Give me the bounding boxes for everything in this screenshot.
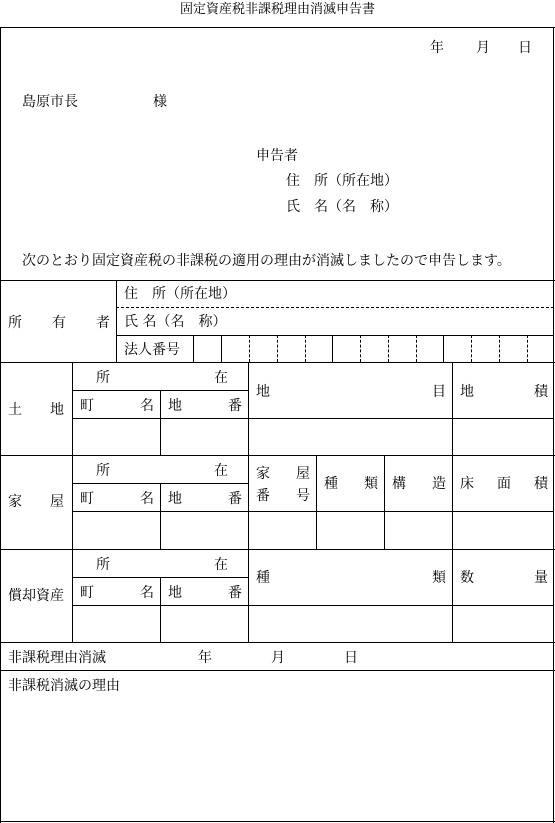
area-column-divider: [452, 362, 453, 642]
house-header-bottom: [72, 511, 554, 512]
frame-bottom: [0, 821, 555, 822]
house-kind-header: 種 類: [324, 476, 378, 492]
corp-no-box-line: [249, 335, 250, 362]
declarant-label: 申告者: [256, 148, 298, 164]
house-structure-header: 構 造: [392, 476, 446, 492]
frame-top: [0, 27, 555, 28]
corp-no-box-line: [527, 335, 528, 362]
depreciable-town-header: 町 名: [80, 585, 154, 601]
property-label-divider: [72, 362, 73, 642]
corp-no-box-line: [360, 335, 361, 362]
reason-label: 非課税消滅の理由: [8, 678, 120, 694]
page-title: 固定資産税非課税理由消滅申告書: [179, 2, 375, 17]
corp-no-box-line: [305, 335, 306, 362]
addressee-honorific: 様: [153, 94, 167, 110]
house-lot-header: 地 番: [168, 491, 242, 507]
land-town-divider: [160, 390, 161, 455]
house-top-line: [0, 455, 555, 456]
extinction-day-label: 日: [344, 650, 358, 666]
depreciable-top-line: [0, 549, 555, 550]
house-no-header-2: 番 号: [256, 488, 310, 504]
frame-left: [0, 27, 1, 823]
depreciable-kind-header: 種 類: [256, 570, 446, 586]
corporate-number-label: 法人番号: [124, 342, 180, 358]
date-year-label: 年: [430, 40, 444, 56]
house-town-header: 町 名: [80, 491, 154, 507]
owner-dashed-line: [116, 307, 554, 308]
owner-top-line: [0, 280, 555, 281]
house-town-divider: [160, 483, 161, 549]
addressee-city: 島原市長: [22, 94, 78, 110]
land-category-header: 地 目: [256, 384, 446, 400]
corp-no-box-line: [443, 335, 444, 362]
reason-top-line: [0, 670, 555, 671]
corp-no-box-line: [499, 335, 500, 362]
depreciable-header-bottom: [72, 605, 554, 606]
date-month-label: 月: [476, 40, 490, 56]
frame-right: [553, 27, 554, 823]
corp-no-box-line: [193, 335, 194, 362]
land-header-bottom: [72, 418, 554, 419]
depreciable-lot-header: 地 番: [168, 585, 242, 601]
depreciable-quantity-header: 数 量: [460, 570, 548, 586]
house-no-header-1: 家 屋: [256, 466, 310, 482]
statement-text: 次のとおり固定資産税の非課税の適用の理由が消滅しましたので申告します。: [22, 253, 511, 269]
land-location-header: 所 在: [96, 370, 228, 386]
house-no-divider: [316, 455, 317, 549]
corp-no-box-line: [332, 335, 333, 362]
corp-no-box-line: [221, 335, 222, 362]
house-label: 家 屋: [8, 494, 64, 510]
owner-address-label: 住 所（所在地）: [124, 286, 236, 302]
owner-label-divider: [116, 280, 117, 362]
extinction-date-label: 非課税理由消滅: [8, 650, 106, 666]
corp-no-box-line: [416, 335, 417, 362]
land-label: 土 地: [8, 402, 64, 418]
land-town-header: 町 名: [80, 398, 154, 414]
declarant-name-label: 氏 名（名 称）: [286, 199, 398, 215]
depreciable-label: 償却資産: [8, 588, 64, 604]
depreciable-location-header: 所 在: [96, 557, 228, 573]
land-lot-header: 地 番: [168, 398, 242, 414]
extinction-year-label: 年: [198, 650, 212, 666]
corp-no-box-line: [277, 335, 278, 362]
owner-name-bottom-line: [116, 335, 554, 336]
extinction-month-label: 月: [271, 650, 285, 666]
corp-no-box-line: [471, 335, 472, 362]
date-day-label: 日: [518, 40, 532, 56]
house-floor-area-header: 床 面 積: [460, 476, 548, 492]
corp-no-box-line: [388, 335, 389, 362]
extinction-date-top-line: [0, 642, 555, 643]
house-location-header: 所 在: [96, 463, 228, 479]
land-top-line: [0, 362, 555, 363]
location-right-divider: [248, 362, 249, 642]
house-kind-divider: [384, 455, 385, 549]
land-area-header: 地 積: [460, 384, 548, 400]
owner-label: 所 有 者: [8, 315, 110, 331]
depreciable-town-divider: [160, 577, 161, 642]
declarant-address-label: 住 所（所在地）: [286, 173, 398, 189]
owner-name-label: 氏 名（名 称）: [124, 314, 227, 330]
